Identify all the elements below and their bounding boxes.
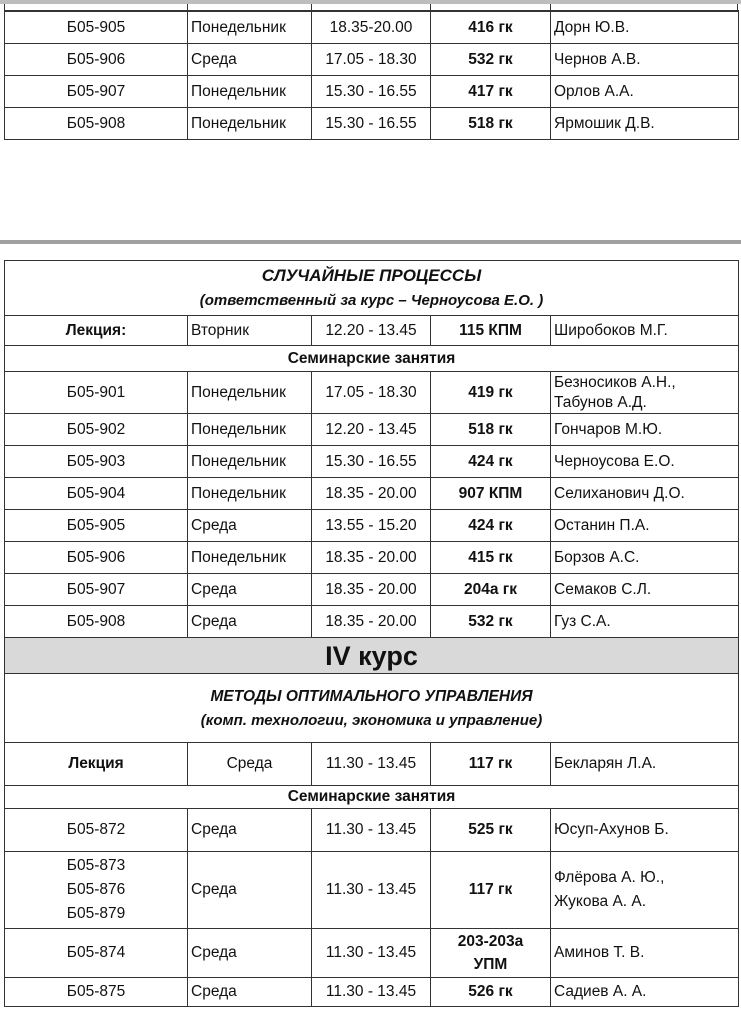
day-cell: Понедельник (188, 11, 312, 44)
day-cell: Среда (188, 743, 312, 786)
group-cell: Б05-874 (5, 929, 188, 978)
teacher-cell (551, 852, 739, 929)
table-row (5, 478, 739, 510)
room-cell: 532 гк (431, 44, 551, 76)
time-cell: 18.35 - 20.00 (312, 574, 431, 606)
room-name: 203-203а (457, 933, 524, 950)
room-cell: 117 гк (431, 743, 551, 786)
course-title: МЕТОДЫ ОПТИМАЛЬНОГО УПРАВЛЕНИЯ (210, 688, 533, 705)
time-cell: 11.30 - 13.45 (312, 978, 431, 1007)
course-title: СЛУЧАЙНЫЕ ПРОЦЕССЫ (261, 266, 482, 285)
room-cell: 117 гк (431, 852, 551, 929)
group-cell: Б05-907 (5, 76, 188, 108)
teacher-cell: Бекларян Л.А. (551, 743, 739, 786)
course-subtitle: (ответственный за курс – Черноусова Е.О. ) (199, 292, 544, 309)
teacher-cell: Юсуп-Ахунов Б. (551, 809, 739, 852)
teacher-name: Флёрова А. Ю., (554, 869, 665, 886)
table-row (5, 414, 739, 446)
time-cell: 11.30 - 13.45 (312, 929, 431, 978)
group-code: Б05-873 (66, 857, 126, 874)
seminars-header-row (5, 346, 739, 372)
room-cell: 518 гк (431, 108, 551, 140)
day-cell: Среда (188, 606, 312, 638)
course-year-header: IV курс (5, 638, 739, 674)
table-row (5, 606, 739, 638)
group-cell: Б05-903 (5, 446, 188, 478)
time-cell: 11.30 - 13.45 (312, 852, 431, 929)
seminars-header-row (5, 786, 739, 809)
course-title-cell (5, 261, 739, 316)
group-cell: Б05-901 (5, 372, 188, 414)
group-cell: Б05-905 (5, 11, 188, 44)
time-cell: 18.35 - 20.00 (312, 542, 431, 574)
schedule-table-continued (4, 10, 739, 140)
course-title-cell (5, 674, 739, 743)
day-cell: Среда (188, 852, 312, 929)
room-cell: 115 КПМ (431, 316, 551, 346)
lecture-row (5, 743, 739, 786)
group-cell: Б05-906 (5, 44, 188, 76)
table-row (5, 574, 739, 606)
room-cell (431, 929, 551, 978)
group-cell: Б05-905 (5, 510, 188, 542)
day-cell: Понедельник (188, 76, 312, 108)
room-cell: 532 гк (431, 606, 551, 638)
table-row (5, 108, 739, 140)
day-cell: Понедельник (188, 446, 312, 478)
group-cell: Б05-902 (5, 414, 188, 446)
time-cell: 12.20 - 13.45 (312, 414, 431, 446)
teacher-cell: Селиханович Д.О. (551, 478, 739, 510)
day-cell: Среда (188, 929, 312, 978)
day-cell: Среда (188, 44, 312, 76)
table-row (5, 852, 739, 929)
table-row (5, 929, 739, 978)
time-cell: 18.35 - 20.00 (312, 478, 431, 510)
room-cell: 419 гк (431, 372, 551, 414)
teacher-cell: Гончаров М.Ю. (551, 414, 739, 446)
table-row (5, 809, 739, 852)
group-cell: Б05-904 (5, 478, 188, 510)
teacher-cell: Аминов Т. В. (551, 929, 739, 978)
day-cell: Понедельник (188, 414, 312, 446)
group-code: Б05-879 (66, 905, 126, 922)
teacher-cell: Садиев А. А. (551, 978, 739, 1007)
table-row (5, 11, 739, 44)
room-cell: 204а гк (431, 574, 551, 606)
seminars-label: Семинарские занятия (5, 786, 739, 809)
schedule-table (4, 260, 739, 1007)
time-cell: 11.30 - 13.45 (312, 809, 431, 852)
time-cell: 15.30 - 16.55 (312, 446, 431, 478)
teacher-cell: Черноусова Е.О. (551, 446, 739, 478)
room-cell: 424 гк (431, 446, 551, 478)
time-cell: 12.20 - 13.45 (312, 316, 431, 346)
room-cell: 416 гк (431, 11, 551, 44)
time-cell: 18.35 - 20.00 (312, 606, 431, 638)
room-cell: 518 гк (431, 414, 551, 446)
teacher-name: Безносиков А.Н., (554, 373, 676, 391)
group-cell: Б05-906 (5, 542, 188, 574)
seminars-label: Семинарские занятия (5, 346, 739, 372)
course-title-row (5, 261, 739, 316)
table-row (5, 446, 739, 478)
table-row (5, 44, 739, 76)
day-cell: Среда (188, 510, 312, 542)
table-row (5, 372, 739, 414)
lecture-label: Лекция: (5, 316, 188, 346)
time-cell: 15.30 - 16.55 (312, 108, 431, 140)
day-cell: Понедельник (188, 542, 312, 574)
group-code: Б05-876 (66, 881, 126, 898)
teacher-cell: Гуз С.А. (551, 606, 739, 638)
lecture-row (5, 316, 739, 346)
time-cell: 17.05 - 18.30 (312, 372, 431, 414)
teacher-cell: Дорн Ю.В. (551, 11, 739, 44)
group-cell: Б05-908 (5, 606, 188, 638)
course-subtitle: (комп. технологии, экономика и управление) (200, 712, 543, 729)
table-row (5, 76, 739, 108)
group-cell: Б05-875 (5, 978, 188, 1007)
table-row (5, 978, 739, 1007)
room-cell: 907 КПМ (431, 478, 551, 510)
course-title-row (5, 674, 739, 743)
time-cell: 13.55 - 15.20 (312, 510, 431, 542)
time-cell: 15.30 - 16.55 (312, 76, 431, 108)
teacher-cell: Чернов А.В. (551, 44, 739, 76)
teacher-name: Табунов А.Д. (554, 393, 647, 411)
room-cell: 415 гк (431, 542, 551, 574)
group-cell (5, 852, 188, 929)
group-cell: Б05-872 (5, 809, 188, 852)
teacher-cell: Борзов А.С. (551, 542, 739, 574)
group-cell: Б05-908 (5, 108, 188, 140)
lecture-label: Лекция (5, 743, 188, 786)
room-cell: 526 гк (431, 978, 551, 1007)
teacher-name: Жукова А. А. (554, 893, 647, 910)
room-cell: 424 гк (431, 510, 551, 542)
group-cell: Б05-907 (5, 574, 188, 606)
table-row (5, 542, 739, 574)
day-cell: Понедельник (188, 108, 312, 140)
teacher-cell: Семаков С.Л. (551, 574, 739, 606)
day-cell: Понедельник (188, 478, 312, 510)
teacher-cell (551, 372, 739, 414)
page-break-divider (0, 240, 741, 244)
course-year-row (5, 638, 739, 674)
teacher-cell: Ярмошик Д.В. (551, 108, 739, 140)
teacher-cell: Орлов А.А. (551, 76, 739, 108)
time-cell: 17.05 - 18.30 (312, 44, 431, 76)
day-cell: Вторник (188, 316, 312, 346)
teacher-cell: Широбоков М.Г. (551, 316, 739, 346)
day-cell: Среда (188, 574, 312, 606)
time-cell: 18.35-20.00 (312, 11, 431, 44)
teacher-cell: Останин П.А. (551, 510, 739, 542)
day-cell: Понедельник (188, 372, 312, 414)
time-cell: 11.30 - 13.45 (312, 743, 431, 786)
room-cell: 525 гк (431, 809, 551, 852)
day-cell: Среда (188, 809, 312, 852)
table-row (5, 510, 739, 542)
day-cell: Среда (188, 978, 312, 1007)
room-building: УПМ (473, 956, 508, 973)
room-cell: 417 гк (431, 76, 551, 108)
